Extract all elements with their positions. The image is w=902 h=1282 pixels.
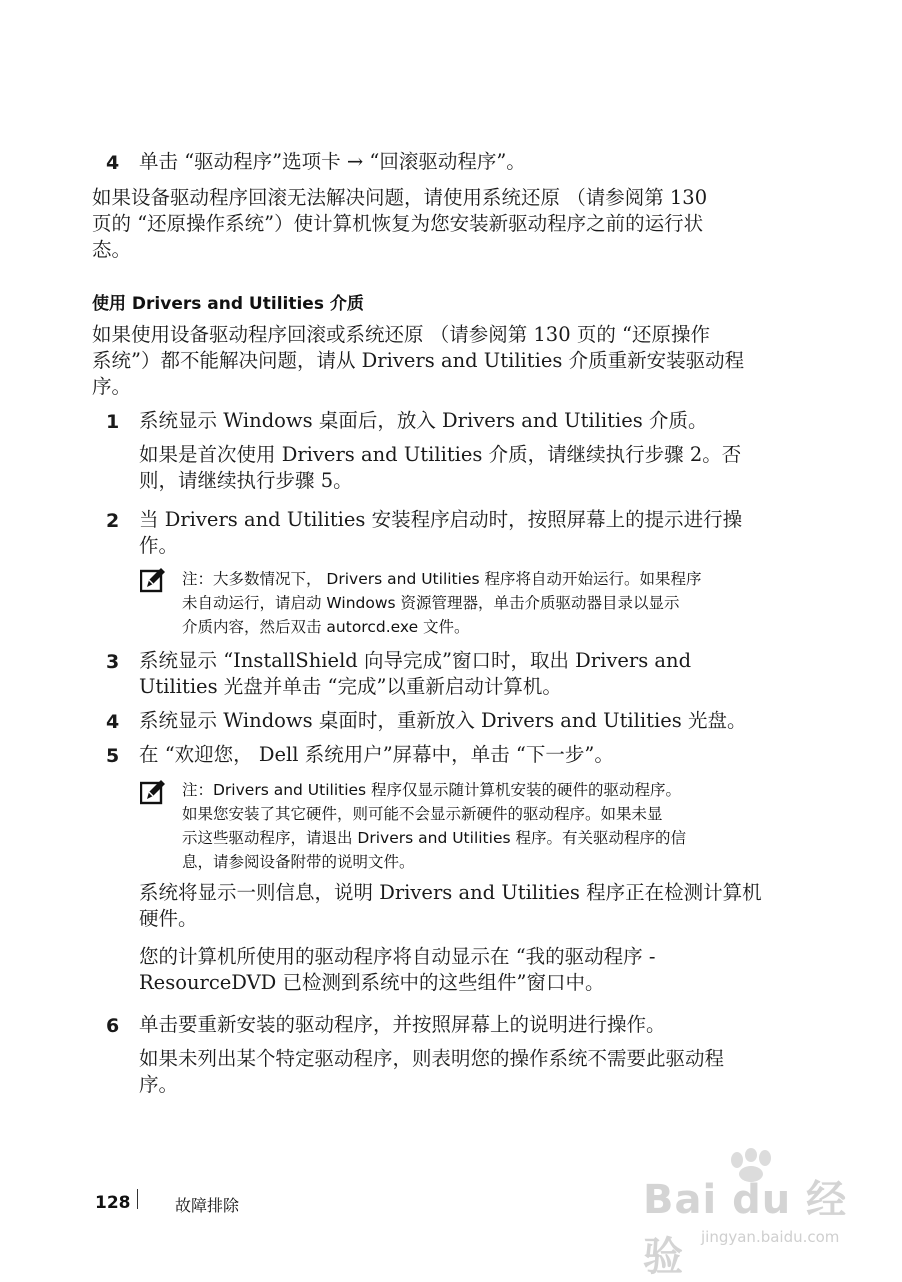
step-subtext: 则，请继续执行步骤 5。 (139, 469, 353, 492)
note-line: 介质内容，然后双击 autorcd.exe 文件。 (182, 618, 470, 636)
step-text: Utilities 光盘并单击 “完成”以重新启动计算机。 (139, 675, 562, 698)
watermark-url: jingyan.baidu.com (701, 1228, 840, 1246)
pencil-note-icon (140, 567, 166, 593)
footer-divider (137, 1189, 138, 1209)
footer-section-title: 故障排除 (175, 1196, 240, 1215)
paragraph-line: 序。 (92, 375, 132, 398)
watermark-brand: Bai du 经验 (643, 1177, 848, 1280)
step-text: 当 Drivers and Utilities 安装程序启动时，按照屏幕上的提示进行操 (139, 508, 743, 531)
paragraph-line: ResourceDVD 已检测到系统中的这些组件”窗口中。 (139, 971, 605, 994)
step-text: 系统显示 Windows 桌面时，重新放入 Drivers and Utilities 光盘。 (139, 709, 747, 732)
paragraph-line: 页的 “还原操作系统”）使计算机恢复为您安装新驱动程序之前的运行状 (92, 212, 704, 235)
paragraph-line: 态。 (92, 238, 132, 261)
step-number: 4 (106, 711, 120, 733)
step-text: 系统显示 Windows 桌面后，放入 Drivers and Utilities 介质。 (139, 409, 708, 432)
step-number: 3 (106, 651, 120, 673)
step-text: 单击要重新安装的驱动程序，并按照屏幕上的说明进行操作。 (139, 1013, 666, 1036)
pencil-note-icon (140, 779, 166, 805)
step-number: 1 (106, 411, 120, 433)
baidu-watermark (643, 1148, 863, 1280)
step-subtext: 如果未列出某个特定驱动程序，则表明您的操作系统不需要此驱动程 (139, 1047, 725, 1070)
step-text: 在 “欢迎您， Dell 系统用户”屏幕中，单击 “下一步”。 (139, 743, 614, 766)
note-line: 息，请参阅设备附带的说明文件。 (182, 853, 415, 871)
paragraph-line: 系统”）都不能解决问题，请从 Drivers and Utilities 介质重新安装驱动程 (92, 349, 745, 372)
note-line: 示这些驱动程序，请退出 Drivers and Utilities 程序。有关驱动程序的信 (182, 829, 686, 847)
paragraph-line: 您的计算机所使用的驱动程序将自动显示在 “我的驱动程序 - (139, 945, 656, 968)
note-line: 注：Drivers and Utilities 程序仅显示随计算机安装的硬件的驱动程序。 (182, 781, 682, 799)
step-number: 5 (106, 745, 120, 767)
step-number: 2 (106, 510, 120, 532)
note-line: 未自动运行，请启动 Windows 资源管理器，单击介质驱动器目录以显示 (182, 594, 680, 612)
step-number: 6 (106, 1015, 120, 1037)
paragraph-line: 硬件。 (139, 907, 198, 930)
note-line: 注：大多数情况下， Drivers and Utilities 程序将自动开始运行。如果程序 (182, 570, 702, 588)
step-subtext: 序。 (139, 1073, 179, 1096)
page-number: 128 (95, 1193, 131, 1213)
step-subtext: 如果是首次使用 Drivers and Utilities 介质，请继续执行步骤 2。否 (139, 443, 742, 466)
paragraph-line: 如果设备驱动程序回滚无法解决问题，请使用系统还原 （请参阅第 130 (92, 186, 708, 209)
note-line: 如果您安装了其它硬件，则可能不会显示新硬件的驱动程序。如果未显 (182, 805, 663, 823)
step-text: 作。 (139, 534, 179, 557)
step-text: 系统显示 “InstallShield 向导完成”窗口时，取出 Drivers and (139, 649, 692, 672)
section-heading: 使用 Drivers and Utilities 介质 (92, 294, 364, 314)
step-text: 单击 “驱动程序”选项卡 → “回滚驱动程序”。 (139, 150, 526, 173)
paragraph-line: 如果使用设备驱动程序回滚或系统还原 （请参阅第 130 页的 “还原操作 (92, 323, 710, 346)
paragraph-line: 系统将显示一则信息，说明 Drivers and Utilities 程序正在检测计算机 (139, 881, 762, 904)
step-number: 4 (106, 152, 120, 174)
